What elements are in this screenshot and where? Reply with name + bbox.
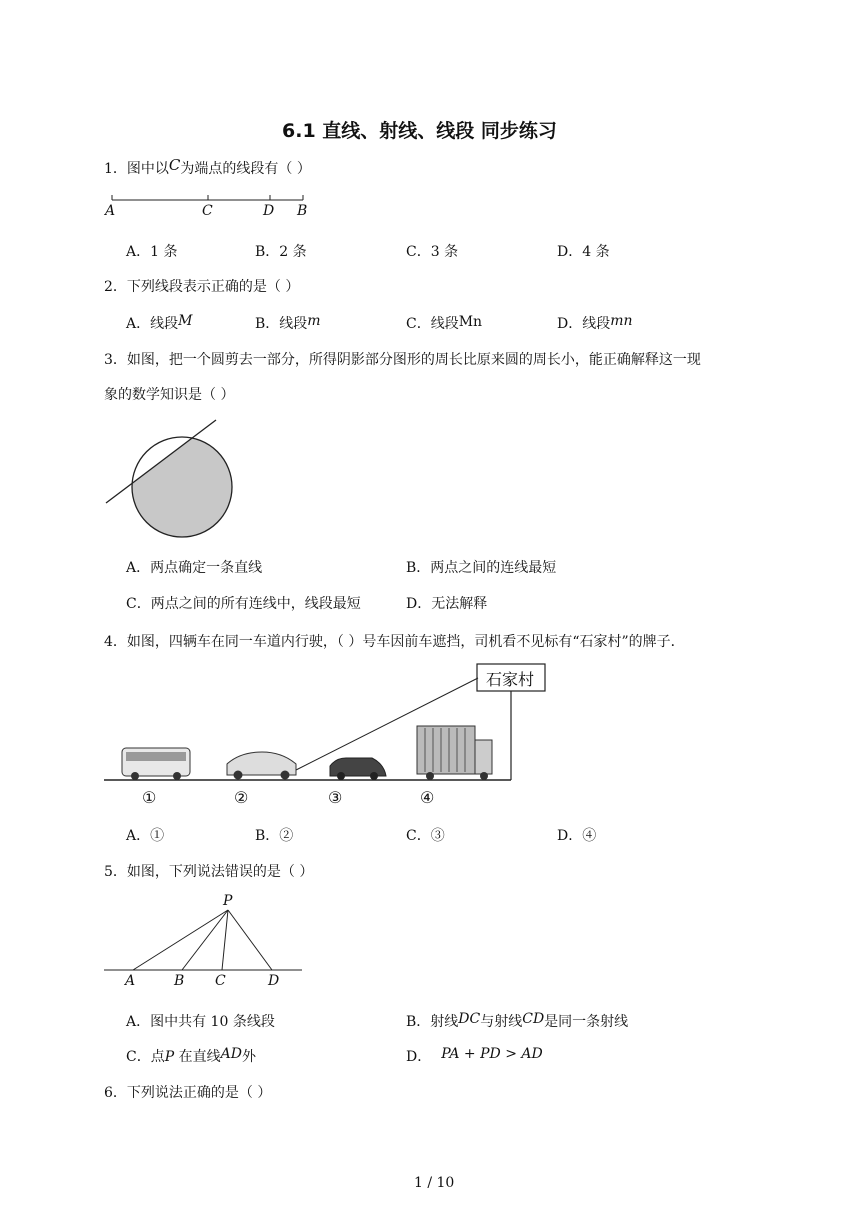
q5-option-c-v1: P: [164, 1049, 175, 1065]
q3-circle-figure: [106, 420, 232, 537]
car-label-2: ②: [234, 788, 249, 807]
q4-option-b-prefix: B．: [255, 828, 280, 844]
q1-point-d: D: [263, 203, 275, 219]
q4-option-a: [126, 825, 164, 845]
q5-option-b: [406, 1011, 628, 1031]
car-label-1: ①: [142, 788, 157, 807]
q2-option-d-prefix: D．线段: [557, 316, 611, 332]
question-5: 5．如图，下列说法错误的是（ ）: [104, 864, 314, 880]
q4-option-a-val: ①: [150, 828, 165, 844]
q1-point-b: B: [297, 203, 308, 219]
car-label-3: ③: [328, 788, 343, 807]
q5-point-p: P: [223, 893, 233, 909]
q2-option-c-var: Mn: [458, 314, 483, 330]
suv-icon: [330, 758, 386, 780]
q2-option-a-var: M: [178, 313, 193, 329]
q4-option-c-val: ③: [430, 828, 445, 844]
q4-option-d-val: ④: [582, 828, 597, 844]
q5-option-c-post: 外: [241, 1049, 256, 1065]
q4-option-b: [255, 825, 293, 845]
q5-point-a: A: [125, 973, 136, 989]
q1-option-c: C．3 条: [406, 244, 459, 260]
q2-option-a-prefix: A．线段: [126, 316, 179, 332]
q5-option-c: [126, 1046, 256, 1066]
q1-option-a: A．1 条: [126, 244, 178, 260]
q2-option-b: [255, 313, 321, 333]
q5-option-c-v2: AD: [220, 1046, 242, 1062]
q5-option-b-mid: 与射线: [480, 1014, 523, 1030]
q5-point-c: C: [215, 973, 226, 989]
q5-option-b-pre: B．射线: [406, 1014, 459, 1030]
q2-option-b-prefix: B．线段: [255, 316, 308, 332]
q5-option-c-mid: 在直线: [174, 1049, 221, 1065]
q3-option-b: B．两点之间的连线最短: [406, 560, 557, 576]
q1-option-b: B．2 条: [255, 244, 307, 260]
page-title: 6.1 直线、射线、线段 同步练习: [282, 120, 557, 142]
q1-point-a: A: [105, 203, 116, 219]
q1-point-c: C: [202, 203, 213, 219]
car-label-4: ④: [420, 788, 435, 807]
q5-option-a: A．图中共有 10 条线段: [126, 1014, 275, 1030]
q1-option-d: D．4 条: [557, 244, 610, 260]
q2-option-b-var: m: [307, 313, 321, 329]
sedan-icon: [227, 752, 296, 780]
q5-option-b-v2: CD: [522, 1011, 545, 1027]
q5-option-c-pre: C．点: [126, 1049, 165, 1065]
sign-label: 石家村: [486, 670, 535, 689]
q1-var: C: [168, 156, 181, 174]
q3-option-c: C．两点之间的所有连线中，线段最短: [126, 596, 361, 612]
bus-icon: [122, 748, 190, 780]
question-2: 2．下列线段表示正确的是（ ）: [104, 279, 300, 295]
question-6: 6．下列说法正确的是（ ）: [104, 1085, 272, 1101]
q4-option-c: [406, 825, 445, 845]
q2-option-d-var: mn: [610, 313, 633, 329]
q4-option-a-prefix: A．: [126, 828, 151, 844]
q4-option-b-val: ②: [279, 828, 294, 844]
truck-icon: [417, 726, 492, 780]
q2-option-d: [557, 313, 633, 333]
q5-option-d-pre: D．: [406, 1049, 432, 1065]
question-4: 4．如图，四辆车在同一车道内行驶，（ ）号车因前车遮挡，司机看不见标有“石家村”的牌子．: [104, 634, 685, 650]
q5-point-b: B: [174, 973, 185, 989]
q2-option-c: [406, 313, 482, 333]
question-3-line-2: 象的数学知识是（ ）: [104, 387, 235, 403]
q1-text-pre: 1．图中以: [104, 161, 169, 177]
q4-road-figure: [104, 664, 545, 780]
q1-segment-figure: [112, 195, 303, 200]
q5-option-d-expr: PA + PD > AD: [441, 1046, 543, 1062]
q5-option-b-v1: DC: [458, 1011, 481, 1027]
q5-figure: [104, 910, 302, 970]
q2-option-a: [126, 313, 192, 333]
q5-option-b-post: 是同一条射线: [544, 1014, 629, 1030]
q3-option-d: D．无法解释: [406, 596, 488, 612]
q3-option-a: A．两点确定一条直线: [126, 560, 263, 576]
q1-text-post: 为端点的线段有（ ）: [180, 161, 311, 177]
question-3-line-1: 3．如图，把一个圆剪去一部分，所得阴影部分图形的周长比原来圆的周长小，能正确解释这一现: [104, 352, 701, 368]
q5-option-d: [406, 1046, 543, 1066]
q4-option-d: [557, 825, 596, 845]
page-number: 1 / 10: [414, 1175, 455, 1191]
q5-point-d: D: [268, 973, 280, 989]
q2-option-c-prefix: C．线段: [406, 316, 459, 332]
q4-option-c-prefix: C．: [406, 828, 431, 844]
q4-option-d-prefix: D．: [557, 828, 583, 844]
